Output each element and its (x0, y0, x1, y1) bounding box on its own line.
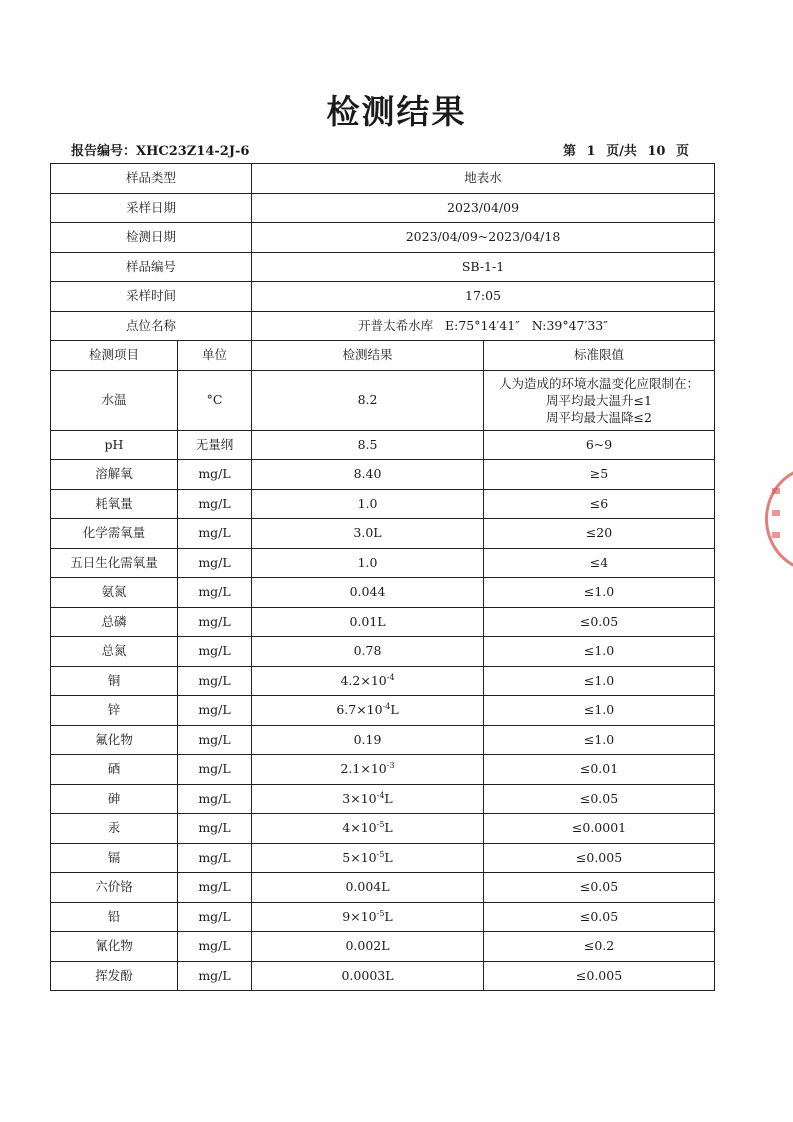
standard-cell: ≤0.005 (484, 961, 715, 991)
result-suffix: L (390, 702, 399, 718)
item-cell: 氨氮 (51, 578, 178, 608)
unit-cell: mg/L (178, 784, 252, 814)
result-cell (252, 932, 484, 962)
result-value: 4×10 (342, 820, 377, 836)
result-value: 0.044 (349, 584, 386, 600)
unit-cell: mg/L (178, 843, 252, 873)
result-cell (252, 519, 484, 549)
standard-cell: ≤1.0 (484, 725, 715, 755)
standard-line: 周平均最大温降≤2 (546, 409, 652, 425)
result-exponent: -5 (376, 908, 385, 918)
item-cell: 挥发酚 (51, 961, 178, 991)
item-cell: 氟化物 (51, 725, 178, 755)
result-suffix: L (384, 790, 393, 806)
item-cell: 锌 (51, 696, 178, 726)
info-label: 采样时间 (51, 282, 252, 312)
item-cell: 化学需氧量 (51, 519, 178, 549)
unit-cell: °C (178, 370, 252, 430)
header-standard: 标准限值 (484, 341, 715, 371)
result-cell (252, 607, 484, 637)
result-value: 2.1×10 (340, 761, 387, 777)
item-cell: 氰化物 (51, 932, 178, 962)
item-cell: 铅 (51, 902, 178, 932)
standard-cell: ≤1.0 (484, 578, 715, 608)
info-value: SB-1-1 (252, 252, 715, 282)
item-cell: 铜 (51, 666, 178, 696)
result-cell (252, 814, 484, 844)
unit-cell: mg/L (178, 755, 252, 785)
result-value: 9×10 (342, 908, 377, 924)
table-row (51, 519, 715, 549)
table-row (51, 755, 715, 785)
table-row (51, 637, 715, 667)
table-row (51, 489, 715, 519)
table-row (51, 696, 715, 726)
table-row (51, 961, 715, 991)
standard-cell: ≤1.0 (484, 696, 715, 726)
table-row (51, 873, 715, 903)
results-table-body (51, 164, 715, 991)
info-value: 2023/04/09 (252, 193, 715, 223)
unit-cell: mg/L (178, 666, 252, 696)
table-row (51, 548, 715, 578)
table-row (51, 784, 715, 814)
item-cell: 溶解氧 (51, 460, 178, 490)
info-label: 采样日期 (51, 193, 252, 223)
result-value: 0.004L (345, 879, 390, 895)
standard-cell: ≤20 (484, 519, 715, 549)
result-exponent: -5 (376, 820, 385, 830)
result-cell (252, 902, 484, 932)
result-cell (252, 460, 484, 490)
table-row (51, 814, 715, 844)
standard-cell: ≤0.05 (484, 873, 715, 903)
report-number: 报告编号：XHC23Z14-2J-6 (71, 144, 250, 159)
result-exponent: -3 (386, 761, 395, 771)
result-value: 3.0L (353, 525, 382, 541)
result-cell (252, 961, 484, 991)
item-cell: 水温 (51, 370, 178, 430)
result-cell (252, 548, 484, 578)
result-cell: 8.2 (252, 370, 484, 430)
result-value: 8.5 (357, 436, 378, 452)
result-cell (252, 843, 484, 873)
unit-cell: mg/L (178, 489, 252, 519)
unit-cell: mg/L (178, 814, 252, 844)
standard-cell: ≤0.05 (484, 784, 715, 814)
unit-cell: mg/L (178, 607, 252, 637)
standard-cell: ≤1.0 (484, 637, 715, 667)
info-label: 样品编号 (51, 252, 252, 282)
unit-cell: mg/L (178, 902, 252, 932)
header-unit: 单位 (178, 341, 252, 371)
item-cell: 总氮 (51, 637, 178, 667)
result-value: 0.78 (353, 643, 382, 659)
unit-cell: mg/L (178, 548, 252, 578)
unit-cell: mg/L (178, 932, 252, 962)
table-row (51, 666, 715, 696)
unit-cell: mg/L (178, 873, 252, 903)
standard-cell: ≤0.0001 (484, 814, 715, 844)
info-value: 地表水 (252, 164, 715, 194)
unit-cell: mg/L (178, 961, 252, 991)
item-cell: pH (51, 430, 178, 460)
info-row (51, 252, 715, 282)
result-cell (252, 784, 484, 814)
unit-cell: 无量纲 (178, 430, 252, 460)
table-row (51, 430, 715, 460)
column-header-row (51, 341, 715, 371)
result-value: 1.0 (357, 554, 378, 570)
info-row (51, 164, 715, 194)
result-value: 0.0003L (341, 967, 394, 983)
info-row (51, 193, 715, 223)
standard-cell: ≤4 (484, 548, 715, 578)
result-cell (252, 755, 484, 785)
page-number: 第 1 页/共 10 页 (563, 144, 689, 159)
result-value: 0.01L (349, 613, 386, 629)
standard-cell: ≥5 (484, 460, 715, 490)
unit-cell: mg/L (178, 460, 252, 490)
result-cell (252, 430, 484, 460)
result-cell (252, 578, 484, 608)
item-cell: 耗氧量 (51, 489, 178, 519)
red-seal-stamp (761, 466, 793, 574)
info-value: 开普太希水库 E:75°14′41″ N:39°47′33″ (252, 311, 715, 341)
standard-cell: ≤0.01 (484, 755, 715, 785)
info-value: 17:05 (252, 282, 715, 312)
result-value: 0.002L (345, 938, 390, 954)
item-cell: 硒 (51, 755, 178, 785)
standard-cell (484, 370, 715, 430)
item-cell: 六价铬 (51, 873, 178, 903)
table-row (51, 932, 715, 962)
table-row (51, 725, 715, 755)
page-title: 检测结果 (326, 92, 467, 131)
result-cell (252, 696, 484, 726)
table-row (51, 460, 715, 490)
result-suffix: L (384, 908, 393, 924)
item-cell: 五日生化需氧量 (51, 548, 178, 578)
unit-cell: mg/L (178, 637, 252, 667)
result-cell (252, 489, 484, 519)
result-value: 4.2×10 (340, 672, 387, 688)
table-row (51, 607, 715, 637)
result-exponent: -4 (376, 790, 385, 800)
item-cell: 汞 (51, 814, 178, 844)
results-table (50, 163, 715, 991)
unit-cell: mg/L (178, 696, 252, 726)
seal-ring (765, 466, 793, 572)
result-exponent: -4 (382, 702, 391, 712)
unit-cell: mg/L (178, 725, 252, 755)
header-result: 检测结果 (252, 341, 484, 371)
header-item: 检测项目 (51, 341, 178, 371)
table-row (51, 578, 715, 608)
unit-cell: mg/L (178, 578, 252, 608)
standard-cell: ≤0.05 (484, 607, 715, 637)
result-exponent: -5 (376, 849, 385, 859)
standard-line: 人为造成的环境水温变化应限制在： (499, 375, 700, 391)
result-value: 0.19 (353, 731, 382, 747)
item-cell: 总磷 (51, 607, 178, 637)
standard-cell: ≤1.0 (484, 666, 715, 696)
info-row (51, 282, 715, 312)
seal-mark (772, 488, 780, 494)
result-cell (252, 725, 484, 755)
standard-line: 周平均最大温升≤1 (546, 392, 652, 408)
standard-cell: ≤0.05 (484, 902, 715, 932)
item-cell: 砷 (51, 784, 178, 814)
table-row (51, 902, 715, 932)
result-value: 6.7×10 (336, 702, 383, 718)
table-row (51, 843, 715, 873)
info-label: 样品类型 (51, 164, 252, 194)
standard-cell: ≤0.2 (484, 932, 715, 962)
standard-cell: ≤0.005 (484, 843, 715, 873)
standard-cell: ≤6 (484, 489, 715, 519)
result-exponent: -4 (386, 672, 395, 682)
result-value: 5×10 (342, 849, 377, 865)
unit-cell: mg/L (178, 519, 252, 549)
info-label: 点位名称 (51, 311, 252, 341)
result-value: 3×10 (342, 790, 377, 806)
item-cell: 镉 (51, 843, 178, 873)
standard-cell: 6~9 (484, 430, 715, 460)
seal-mark (772, 532, 780, 538)
info-label: 检测日期 (51, 223, 252, 253)
result-cell (252, 637, 484, 667)
seal-mark (772, 510, 780, 516)
result-value: 1.0 (357, 495, 378, 511)
info-row (51, 311, 715, 341)
result-suffix: L (384, 849, 393, 865)
result-cell (252, 873, 484, 903)
result-cell (252, 666, 484, 696)
info-row (51, 223, 715, 253)
result-suffix: L (384, 820, 393, 836)
table-row (51, 370, 715, 430)
result-value: 8.40 (353, 466, 382, 482)
info-value: 2023/04/09~2023/04/18 (252, 223, 715, 253)
